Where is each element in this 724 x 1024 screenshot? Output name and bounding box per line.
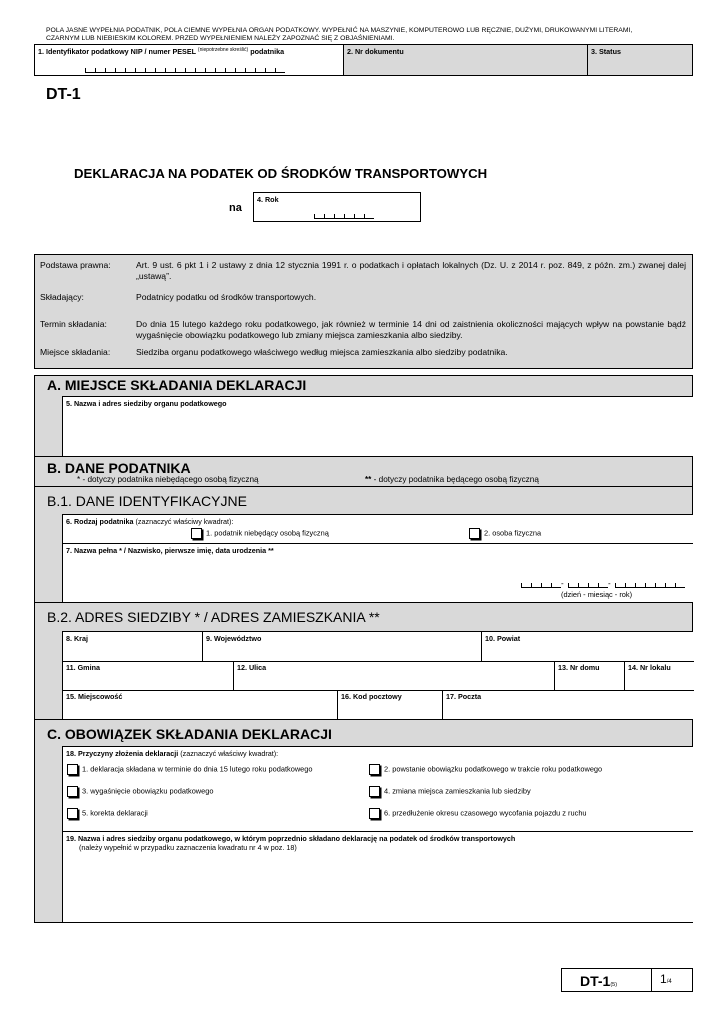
nip-pesel-label: 1. Identyfikator podatkowy NIP / numer PESEL $^{(niepotrzebne skreślić)}$ podatnika [38, 47, 285, 56]
postal-code-field[interactable] [338, 690, 442, 720]
submitter-label: Składający: [40, 292, 84, 302]
checkbox-icon[interactable] [67, 764, 78, 775]
b2-divider [35, 602, 692, 603]
checkbox-icon[interactable] [67, 808, 78, 819]
form-code: DT-1 [46, 86, 81, 103]
taxpayer-type-option-2[interactable]: 2. osoba fizyczna [469, 528, 541, 539]
section-b1-title: B.1. DANE IDENTYFIKACYJNE [47, 493, 247, 509]
taxpayer-type-option-1[interactable]: 1. podatnik niebędący osobą fizyczną [191, 528, 329, 539]
county-field[interactable] [482, 632, 694, 661]
birth-year-ticks [615, 582, 685, 588]
commune-field[interactable] [63, 661, 233, 690]
post-office-field[interactable] [443, 690, 694, 720]
section-b-divider [35, 456, 692, 457]
commune-label: 11. Gmina [66, 663, 100, 672]
organ-name-label: 5. Nazwa i adres siedziby organu podatkowego [66, 399, 227, 408]
reason-option-5[interactable]: 5. korekta deklaracji [67, 808, 148, 819]
voivodeship-label: 9. Województwo [206, 634, 262, 643]
legal-basis-label: Podstawa prawna: [40, 260, 111, 270]
date-format-hint: (dzień - miesiąc - rok) [561, 590, 633, 599]
previous-organ-field[interactable] [62, 831, 693, 922]
section-a-title: A. MIEJSCE SKŁADANIA DEKLARACJI [47, 377, 307, 393]
country-label: 8. Kraj [66, 634, 88, 643]
b1-divider [35, 486, 692, 487]
instructions-line-2: CZARNYM LUB NIEBIESKIM KOLOREM. PRZED WYPEŁNIENIEM NALEŻY ZAPOZNAĆ SIĘ Z OBJAŚNIENIAMI. [46, 35, 395, 42]
document-number-label: 2. Nr dokumentu [347, 47, 404, 56]
declaration-reasons-label: 18. Przyczyny złożenia deklaracji (zaznaczyć właściwy kwadrat): [66, 749, 279, 758]
city-field[interactable] [63, 690, 337, 720]
reason-option-6[interactable]: 6. przedłużenie okresu czasowego wycofania pojazdu z ruchu [369, 808, 587, 819]
birth-month-ticks [568, 582, 608, 588]
section-b2-title: B.2. ADRES SIEDZIBY * / ADRES ZAMIESZKANIA ** [47, 609, 380, 625]
section-c-title: C. OBOWIĄZEK SKŁADANIA DEKLARACJI [47, 726, 332, 742]
page-title: DEKLARACJA NA PODATEK OD ŚRODKÓW TRANSPORTOWYCH [74, 166, 488, 181]
reason-option-3[interactable]: 3. wygaśnięcie obowiązku podatkowego [67, 786, 213, 797]
top-fields-row [34, 44, 693, 76]
form-body [34, 375, 693, 923]
reason-option-1[interactable]: 1. deklaracja składana w terminie do dnia 15 lutego roku podatkowego [67, 764, 313, 775]
voivodeship-field[interactable] [203, 632, 481, 661]
year-prefix: na [229, 202, 242, 214]
post-office-label: 17. Poczta [446, 692, 482, 701]
nip-pesel-input-ticks [85, 67, 285, 73]
birth-day-ticks [521, 582, 561, 588]
reason-option-2[interactable]: 2. powstanie obowiązku podatkowego w trakcie roku podatkowego [369, 764, 602, 775]
declaration-reasons-field [62, 746, 693, 831]
full-name-field[interactable]: 7. Nazwa pełna * / Nazwisko, pierwsze imię, data urodzenia ** - - (dzień - miesiąc - rok) [62, 543, 693, 602]
document-number-field [343, 45, 587, 75]
note-non-natural-person: * - dotyczy podatnika niebędącego osobą fizyczną [77, 475, 259, 484]
checkbox-icon[interactable] [369, 808, 380, 819]
city-label: 15. Miejscowość [66, 692, 123, 701]
instructions [46, 27, 696, 43]
street-field[interactable] [234, 661, 554, 690]
checkbox-icon[interactable] [67, 786, 78, 797]
house-number-label: 13. Nr domu [558, 663, 600, 672]
page-number: 1/4 [660, 972, 672, 986]
house-number-field[interactable] [555, 661, 624, 690]
taxpayer-type-label: 6. Rodzaj podatnika (zaznaczyć właściwy kwadrat): [66, 517, 234, 526]
section-b-title: B. DANE PODATNIKA [47, 460, 191, 476]
reason-option-4[interactable]: 4. zmiana miejsca zamieszkania lub siedziby [369, 786, 531, 797]
checkbox-icon[interactable] [469, 528, 480, 539]
status-label: 3. Status [591, 47, 621, 56]
checkbox-icon[interactable] [191, 528, 202, 539]
nip-pesel-field[interactable] [35, 45, 343, 75]
postal-code-label: 16. Kod pocztowy [341, 692, 402, 701]
full-name-label: 7. Nazwa pełna * / Nazwisko, pierwsze imię, data urodzenia ** [66, 546, 274, 555]
status-field [587, 45, 692, 75]
previous-organ-label: 19. Nazwa i adres siedziby organu podatkowego, w którym poprzednio składano deklarację na podatek od środków transportowych [66, 834, 516, 843]
instructions-line-1: POLA JASNE WYPEŁNIA PODATNIK, POLA CIEMNE WYPEŁNIA ORGAN PODATKOWY. WYPEŁNIĆ NA MASZYNIE, KOMPUTEROWO LUB RĘCZNIE, DUŻYMI, DRUKOWANYMI LITERAMI, [46, 27, 633, 34]
footer-form-code: DT-1(5) [580, 973, 618, 989]
county-label: 10. Powiat [485, 634, 521, 643]
apartment-number-field[interactable] [625, 661, 694, 690]
deadline-text: Do dnia 15 lutego każdego roku podatkowego, jak również w terminie 14 dni od zaistnienia okoliczności mających wpływ na powstanie bądź wygaśnięcie obowiązku podatkowego lub zmiany miejsca zamieszkania albo siedziby. [136, 319, 686, 340]
place-text: Siedziba organu podatkowego właściwego według miejsca zamieszkania albo siedziby podatnika. [136, 347, 508, 357]
organ-name-field[interactable] [62, 396, 693, 456]
year-input-ticks [314, 213, 374, 219]
street-label: 12. Ulica [237, 663, 267, 672]
checkbox-icon[interactable] [369, 764, 380, 775]
checkbox-icon[interactable] [369, 786, 380, 797]
apartment-number-label: 14. Nr lokalu [628, 663, 671, 672]
year-field[interactable] [253, 192, 421, 222]
info-block [34, 254, 693, 369]
deadline-label: Termin składania: [40, 319, 107, 329]
previous-organ-hint: (należy wypełnić w przypadku zaznaczenia kwadratu nr 4 w poz. 18) [79, 843, 297, 852]
submitter-text: Podatnicy podatku od środków transportowych. [136, 292, 317, 302]
country-field[interactable] [63, 632, 202, 661]
section-c-divider [35, 719, 692, 720]
legal-basis-text: Art. 9 ust. 6 pkt 1 i 2 ustawy z dnia 12 stycznia 1991 r. o podatkach i opłatach lokalnych (Dz. U. z 2014 r. poz. 849, z późn. zm.) zwanej dalej „ustawą”. [136, 260, 686, 281]
address-grid [62, 631, 693, 719]
taxpayer-type-field [62, 514, 693, 543]
place-label: Miejsce składania: [40, 347, 111, 357]
year-label: 4. Rok [257, 195, 279, 204]
footer-box [561, 968, 693, 992]
note-natural-person: ** - dotyczy podatnika będącego osobą fizyczną [365, 475, 539, 484]
